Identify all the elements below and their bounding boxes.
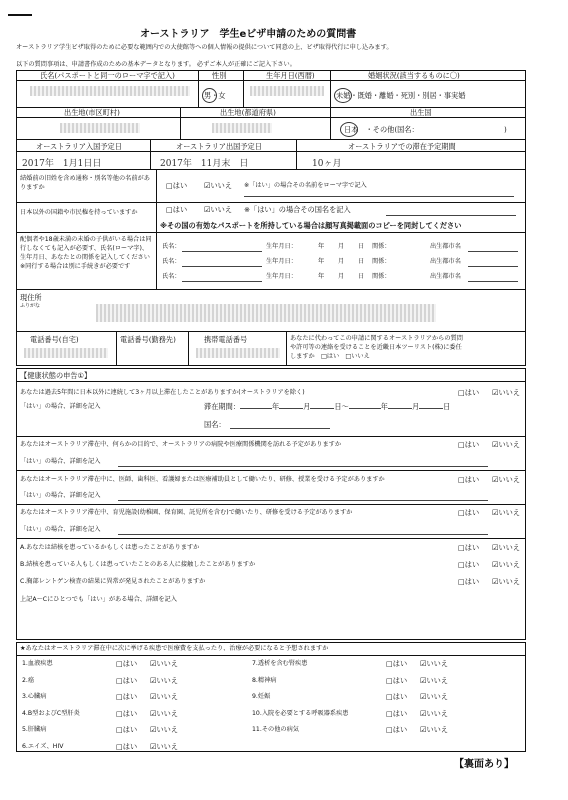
address-kana-label: ふりがな — [20, 303, 41, 309]
name-field[interactable] — [30, 86, 190, 96]
disease-right-label: 11.その他の病気 — [252, 726, 299, 733]
disease-right-label: 9.妊娠 — [252, 693, 271, 700]
consent-yes-checkbox[interactable]: □はい — [320, 352, 340, 360]
mobile-phone-label: 携帯電話番号 — [204, 335, 248, 344]
mobile-phone-field[interactable] — [196, 348, 280, 358]
disease-left-yes[interactable]: □はい — [116, 725, 138, 734]
disease-left-label: 1.血液疾患 — [22, 660, 53, 667]
q1-label: 結婚前の旧姓を含め通称・別名等他の名前がありますか — [20, 175, 150, 192]
health-q4-yes[interactable]: □はい — [458, 508, 480, 517]
entry-date-label: オーストラリア入国予定日 — [36, 142, 122, 151]
health-abc-detail: 上記A～Cにひとつでも「はい」がある場合、詳細を記入 — [20, 596, 177, 603]
health-qb-yes[interactable]: □はい — [458, 560, 480, 569]
disease-left-yes[interactable]: □はい — [116, 708, 138, 718]
disease-left-label: 5.肝臓病 — [22, 726, 47, 733]
dob-field[interactable] — [250, 86, 324, 96]
disease-right-no[interactable]: ☑いいえ — [420, 659, 449, 668]
disease-right-yes[interactable]: □はい — [386, 708, 408, 718]
disease-right-yes[interactable]: □はい — [386, 692, 408, 701]
health-qa-yes[interactable]: □はい — [458, 543, 480, 552]
disease-right-yes[interactable]: □はい — [386, 675, 408, 685]
disease-left-no[interactable]: ☑いいえ — [150, 725, 179, 734]
disease-left-label: 2.癌 — [22, 676, 35, 684]
health-q4-no[interactable]: ☑いいえ — [492, 508, 521, 517]
address-field[interactable] — [96, 304, 436, 322]
stay-period-label: オーストラリアでの滞在予定期間 — [348, 142, 456, 151]
q2-label: 日本以外の国籍や市民権を持っていますか — [20, 209, 138, 216]
reverse-side-note: 【裏面あり】 — [454, 759, 514, 770]
birth-pref-label: 出生地(都道府県) — [220, 108, 276, 117]
disease-left-label: 4.B型およびC型肝炎 — [22, 709, 80, 717]
health-q2-yes[interactable]: □はい — [458, 440, 480, 449]
disease-right-no[interactable]: ☑いいえ — [420, 708, 449, 718]
gender-label: 性別 — [212, 71, 227, 80]
exit-date-value[interactable]: 2017年 11月末 日 — [160, 159, 249, 169]
disease-left-no[interactable]: ☑いいえ — [150, 659, 179, 668]
q1-yes-checkbox[interactable]: □はい — [166, 181, 188, 190]
health-q1-no[interactable]: ☑いいえ — [492, 388, 521, 397]
birth-country-close: ) — [504, 125, 507, 134]
disease-left-label: 6.エイズ、HIV — [22, 742, 64, 750]
disease-left-label: 3.心臓病 — [22, 693, 47, 700]
intro-text-2: 以下の質問事項は、申請書作成のための基本データとなります。 必ずご本人が正確にご記入下さい。 — [16, 61, 296, 68]
health-q2-detail: 「はい」の場合、詳細を記入 — [20, 458, 101, 465]
disease-right-no[interactable]: ☑いいえ — [420, 725, 449, 734]
birth-pref-field[interactable] — [212, 123, 272, 133]
health-q2-no[interactable]: ☑いいえ — [492, 440, 521, 449]
home-phone-field[interactable] — [24, 348, 108, 358]
q2-yes-checkbox[interactable]: □はい — [166, 205, 188, 214]
disease-left-yes[interactable]: □はい — [116, 692, 138, 701]
q2-passport-note: ※その国の有効なパスポートを所持している場合は顔写真掲載面のコピーを同封してください — [160, 221, 462, 230]
health-q3-detail: 「はい」の場合、詳細を記入 — [20, 492, 101, 499]
health-qb: B.結核を患っている人もしくは患っていたことのある人に接触したことがありますか — [20, 561, 256, 568]
disease-left-yes[interactable]: □はい — [116, 659, 138, 668]
birth-city-field[interactable] — [60, 123, 140, 133]
birth-country-options[interactable]: 日本 ・その他(国名： — [344, 125, 419, 134]
q1-note: ※「はい」の場合その名前をローマ字で記入 — [244, 182, 367, 189]
health-q3: あなたはオーストラリア滞在中に、医師、歯科医、看護婦または医療補助員として働いたり、研修、授業を受ける予定がありますか — [20, 476, 385, 483]
page-title: オーストラリア 学生eビザ申請のための質問書 — [140, 29, 357, 40]
consent-text: あなたに代わってこの申請に関するオーストラリアからの質問 や許可等の連絡を受けることを近畿日本ツーリスト(株)に委任 しますか □はい □いいえ — [290, 335, 463, 360]
address-label: 現住所 — [20, 293, 42, 302]
disease-section — [16, 642, 526, 752]
health-header: 【健康状態の申告①】 — [20, 371, 92, 380]
stay-period-value[interactable]: 10ヶ月 — [312, 159, 342, 169]
birth-city-label: 出生地(市区町村) — [64, 108, 120, 117]
disease-left-yes[interactable]: □はい — [116, 675, 138, 685]
gender-options[interactable]: 男・女 — [204, 91, 226, 100]
marital-label: 婚姻状況(該当するものに〇) — [368, 71, 460, 80]
health-qa: A.あなたは結核を患っているかもしくは患ったことがありますか — [20, 544, 200, 551]
disease-right-label: 10.入院を必要とする呼吸器系疾患 — [252, 709, 349, 717]
work-phone-label: 電話番号(勤務先) — [120, 335, 176, 344]
health-q2: あなたはオーストラリア滞在中、何らかの目的で、オーストラリアの病院や医療関係機関を訪れる予定がありますか — [20, 441, 342, 448]
disease-right-no[interactable]: ☑いいえ — [420, 675, 449, 685]
q2-no-checkbox[interactable]: ☑いいえ — [204, 205, 233, 214]
q2-note: ※「はい」の場合その国名を記入 — [244, 205, 351, 214]
health-qc: C.胸部レントゲン検査の結果に異常が発見されたことがありますか — [20, 578, 206, 585]
health-q1-detail: 「はい」の場合、詳細を記入 — [20, 403, 101, 410]
consent-no-checkbox[interactable]: □いいえ — [345, 352, 370, 360]
disease-right-label: 8.精神病 — [252, 676, 277, 684]
health-q3-yes[interactable]: □はい — [458, 475, 480, 484]
disease-right-yes[interactable]: □はい — [386, 659, 408, 668]
disease-left-no[interactable]: ☑いいえ — [150, 675, 179, 685]
disease-right-yes[interactable]: □はい — [386, 725, 408, 734]
disease-left-no[interactable]: ☑いいえ — [150, 708, 179, 718]
disease-right-no[interactable]: ☑いいえ — [420, 692, 449, 701]
health-q3-no[interactable]: ☑いいえ — [492, 475, 521, 484]
health-qc-no[interactable]: ☑いいえ — [492, 577, 521, 586]
spouse-label: 配偶者や18歳未満の未婚の子供がいる場合は同行しなくても記入が必要す、氏名(ローマ字)、生年月日、あなたとの関係を記入してください ※同行する場合は別に手続きが必要です — [20, 236, 152, 270]
disease-left-no[interactable]: ☑いいえ — [150, 692, 179, 701]
entry-date-value[interactable]: 2017年 1月1日日 — [22, 159, 102, 169]
stay-period-field: 滞在期間： 年 月 日～ 年 月 日 — [204, 402, 451, 411]
gender-circle — [202, 88, 217, 103]
dob-label: 生年月日(西暦) — [266, 71, 315, 80]
exit-date-label: オーストラリア出国予定日 — [176, 142, 262, 151]
q1-no-checkbox[interactable]: ☑いいえ — [204, 181, 233, 190]
stay-country-field: 国名： — [204, 420, 226, 429]
health-q4: あなたはオーストラリア滞在中、育児施設(幼稚園、保育園、託児所を含む)で働いたり、研修を受ける予定がありますか — [20, 509, 353, 516]
health-qb-no[interactable]: ☑いいえ — [492, 560, 521, 569]
disease-left-yes[interactable]: □はい — [116, 741, 138, 751]
health-qc-yes[interactable]: □はい — [458, 577, 480, 586]
intro-text: オーストラリア学生ビザ取得のために必要な範囲内での大使館等への個人情報の提供について同意の上、ビザ取得代行に申し込みます。 — [16, 44, 393, 51]
marital-options[interactable]: 未婚・既婚・離婚・死別・別居・事実婚 — [336, 91, 466, 100]
home-phone-label: 電話番号(自宅) — [30, 335, 79, 344]
health-q1: あなたは過去5年間に日本以外に連続して3ヶ月以上滞在したことがありますか(オーストラリアを除く) — [20, 389, 305, 396]
birth-country-label: 出生国 — [410, 108, 432, 117]
birth-country-circle — [340, 122, 358, 137]
disease-left-no[interactable]: ☑いいえ — [150, 741, 179, 751]
disease-right-label: 7.透析を含む腎疾患 — [252, 660, 308, 667]
health-q1-yes[interactable]: □はい — [458, 388, 480, 397]
health-qa-no[interactable]: ☑いいえ — [492, 543, 521, 552]
disease-header: ★あなたはオーストラリア滞在中に次に挙げる疾患で医療費を支払ったり、治療が必要になると予想されますか — [20, 645, 329, 652]
marital-circle — [334, 88, 352, 103]
name-label: 氏名(パスポートと同一のローマ字で記入) — [40, 71, 175, 80]
health-q4-detail: 「はい」の場合、詳細を記入 — [20, 526, 101, 533]
